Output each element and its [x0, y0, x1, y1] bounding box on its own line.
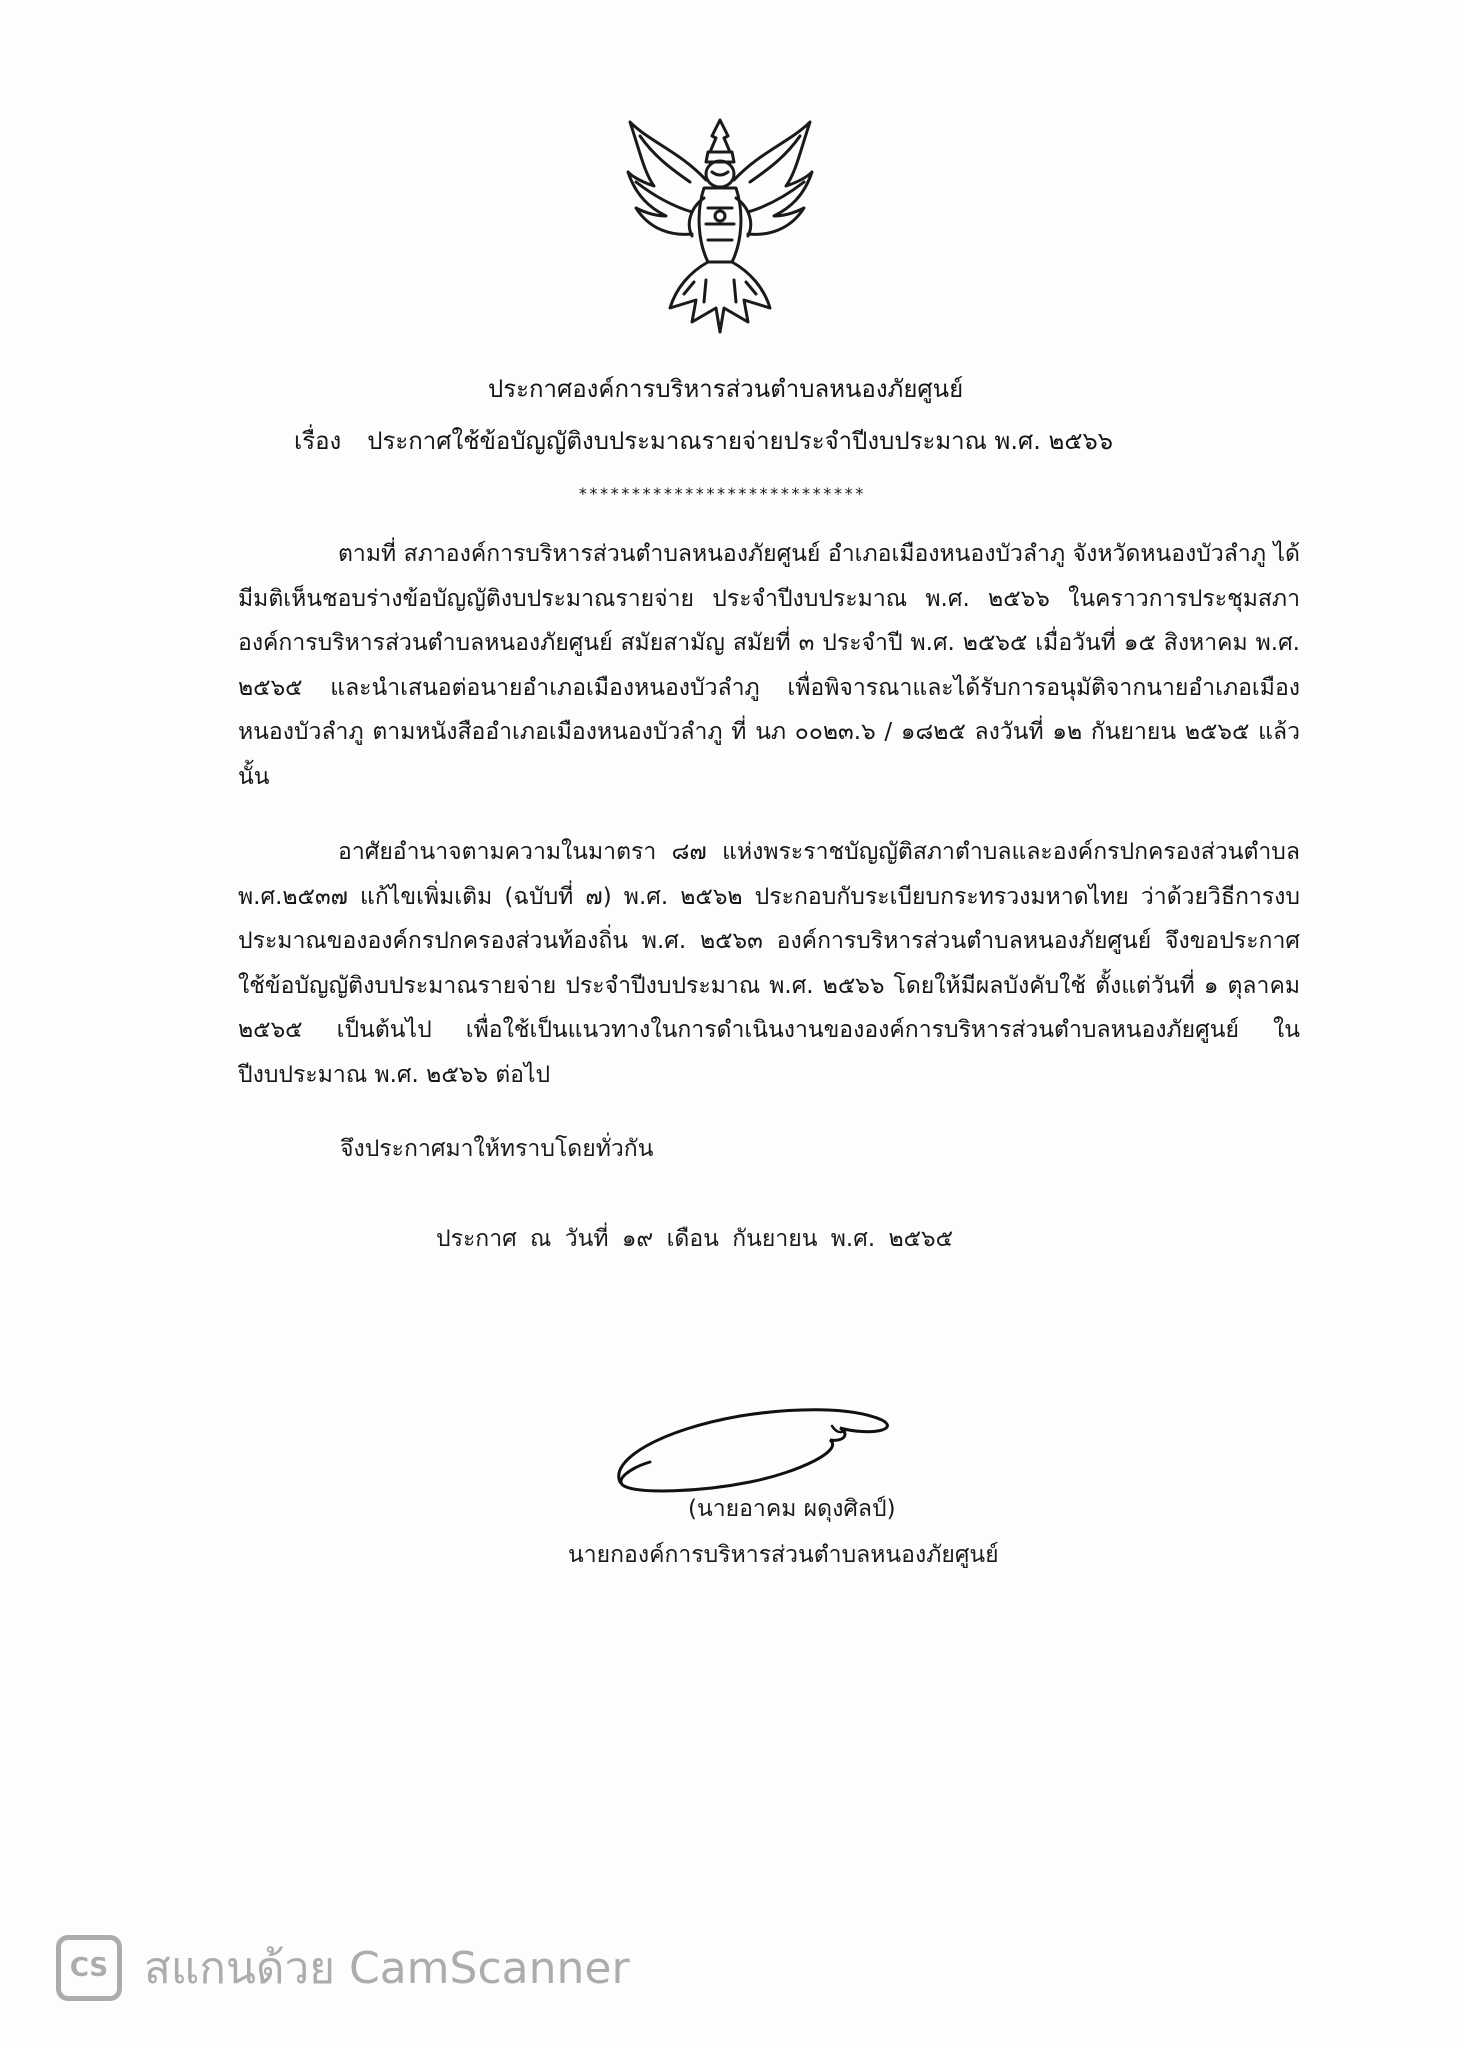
garuda-emblem-icon	[620, 112, 820, 337]
camscanner-watermark	[56, 1932, 630, 2004]
paragraph-2-text: อาศัยอำนาจตามความในมาตรา ๘๗ แห่งพระราชบัญญัติสภาตำบลและองค์กรปกครองส่วนตำบล พ.ศ.๒๕๓๗ แก้ไขเพิ่มเติม (ฉบับที่ ๗) พ.ศ. ๒๕๖๒ ประกอบกับระเบียบกระทรวงมหาดไทย ว่าด้วยวิธีการงบประมาณขององค์กรปกครองส่วนท้องถิ่น พ.ศ. ๒๕๖๓ องค์การบริหารส่วนตำบลหนองภัยศูนย์ จึงขอประกาศใช้ข้อบัญญัติงบประมาณรายจ่าย ประจำปีงบประมาณ พ.ศ. ๒๕๖๖ โดยให้มีผลบังคับใช้ ตั้งแต่วันที่ ๑ ตุลาคม ๒๕๖๕ เป็นต้นไป เพื่อใช้เป็นแนวทางในการดำเนินงานขององค์การบริหารส่วนตำบลหนองภัยศูนย์ ในปีงบประมาณ พ.ศ. ๒๕๖๖ ต่อไป	[238, 839, 1300, 1088]
subject-text: ประกาศใช้ข้อบัญญัติงบประมาณรายจ่ายประจำปีงบประมาณ พ.ศ. ๒๕๖๖	[367, 427, 1113, 455]
signer-title: นายกองค์การบริหารส่วนตำบลหนองภัยศูนย์	[568, 1542, 999, 1568]
body-paragraph-1	[238, 532, 1300, 799]
paragraph-1-text: ตามที่ สภาองค์การบริหารส่วนตำบลหนองภัยศูนย์ อำเภอเมืองหนองบัวลำภู จังหวัดหนองบัวลำภู ได้มีมติเห็นชอบร่างข้อบัญญัติงบประมาณรายจ่าย ประจำปีงบประมาณ พ.ศ. ๒๕๖๖ ในคราวการประชุมสภาองค์การบริหารส่วนตำบลหนองภัยศูนย์ สมัยสามัญ สมัยที่ ๓ ประจำปี พ.ศ. ๒๕๖๕ เมื่อวันที่ ๑๕ สิงหาคม พ.ศ. ๒๕๖๕ และนำเสนอต่อนายอำเภอเมืองหนองบัวลำภู เพื่อพิจารณาและได้รับการอนุมัติจากนายอำเภอเมืองหนองบัวลำภู ตามหนังสืออำเภอเมืองหนองบัวลำภู ที่ นภ ๐๐๒๓.๖ / ๑๘๒๕ ลงวันที่ ๑๒ กันยายน ๒๕๖๕ แล้วนั้น	[238, 541, 1300, 790]
announcement-title: ประกาศองค์การบริหารส่วนตำบลหนองภัยศูนย์	[488, 375, 964, 403]
body-paragraph-2	[238, 830, 1300, 1097]
closing-statement: จึงประกาศมาให้ทราบโดยทั่วกัน	[340, 1136, 654, 1162]
signer-name: (นายอาคม ผดุงศิลป์)	[688, 1496, 896, 1522]
announcement-date: ประกาศ ณ วันที่ ๑๙ เดือน กันยายน พ.ศ. ๒๕๖๕	[436, 1226, 954, 1252]
watermark-text: สแกนด้วย CamScanner	[144, 1943, 630, 1994]
subject-label: เรื่อง	[294, 427, 342, 455]
camscanner-logo-icon: CS	[56, 1935, 122, 2001]
subject-line	[294, 424, 1113, 458]
separator: ***************************	[578, 484, 866, 503]
